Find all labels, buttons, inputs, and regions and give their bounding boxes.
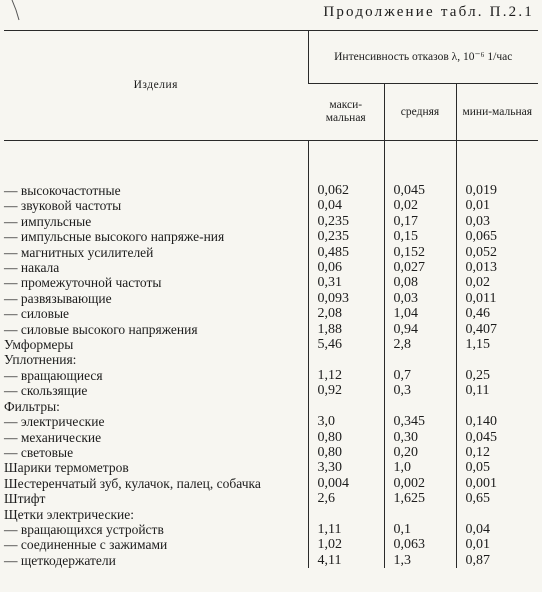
value-avg: 0,152 xyxy=(384,245,456,260)
value-max: 0,92 xyxy=(308,383,384,398)
table-row xyxy=(4,460,538,475)
table-row xyxy=(4,275,538,290)
item-name: — накала xyxy=(4,260,60,276)
item-name: Умформеры xyxy=(4,337,74,353)
value-min: 0,011 xyxy=(456,291,538,306)
column-header-max: макси-мальная xyxy=(308,84,384,141)
value-avg: 0,15 xyxy=(384,229,456,244)
value-min: 0,11 xyxy=(456,383,538,398)
item-name: — промежуточной частоты xyxy=(4,275,162,291)
value-min: 1,15 xyxy=(456,337,538,352)
item-name: — силовые xyxy=(4,306,70,322)
value-min: 0,46 xyxy=(456,306,538,321)
value-max: 3,30 xyxy=(308,460,384,475)
value-min: 0,01 xyxy=(456,198,538,213)
value-max: 0,235 xyxy=(308,229,384,244)
table-row xyxy=(4,430,538,445)
table-row xyxy=(4,368,538,383)
value-avg: 0,7 xyxy=(384,368,456,383)
table-row xyxy=(4,491,538,506)
table-row xyxy=(4,445,538,460)
value-avg: 2,8 xyxy=(384,337,456,352)
table-continuation-header: Продолжение табл. П.2.1 xyxy=(323,4,534,20)
value-min: 0,065 xyxy=(456,229,538,244)
value-min: 0,25 xyxy=(456,368,538,383)
value-min xyxy=(456,399,538,414)
value-avg: 0,002 xyxy=(384,476,456,491)
value-avg: 0,02 xyxy=(384,198,456,213)
value-min: 0,05 xyxy=(456,460,538,475)
item-name: — щеткодержатели xyxy=(4,552,116,568)
value-max: 0,80 xyxy=(308,445,384,460)
value-avg xyxy=(384,399,456,414)
value-avg: 0,045 xyxy=(384,141,456,199)
table-row xyxy=(4,553,538,568)
table-row xyxy=(4,537,538,552)
value-min: 0,02 xyxy=(456,275,538,290)
value-max xyxy=(308,507,384,522)
table-row xyxy=(4,399,538,414)
item-name: — магнитных усилителей xyxy=(4,244,154,260)
table-row xyxy=(4,245,538,260)
table-row xyxy=(4,306,538,321)
value-min: 0,045 xyxy=(456,430,538,445)
value-avg: 0,30 xyxy=(384,430,456,445)
item-name: — импульсные высокого напряже-ния xyxy=(4,229,225,245)
value-max: 0,06 xyxy=(308,260,384,275)
value-min xyxy=(456,507,538,522)
table-row xyxy=(4,291,538,306)
item-name: Щетки электрические: xyxy=(4,506,135,522)
value-max: 1,02 xyxy=(308,537,384,552)
value-min: 0,013 xyxy=(456,260,538,275)
value-max: 0,235 xyxy=(308,214,384,229)
column-header-item: Изделия xyxy=(4,31,308,141)
value-max: 0,062 xyxy=(308,141,384,199)
value-avg: 0,17 xyxy=(384,214,456,229)
item-name: — механические xyxy=(4,429,102,445)
item-name: Шестеренчатый зуб, кулачок, палец, собачка xyxy=(4,475,261,491)
value-max xyxy=(308,399,384,414)
item-name: — развязывающие xyxy=(4,290,112,306)
item-name: Шарики термометров xyxy=(4,460,129,476)
value-avg: 0,94 xyxy=(384,322,456,337)
value-avg: 0,345 xyxy=(384,414,456,429)
item-name: Уплотнения: xyxy=(4,352,77,368)
value-max xyxy=(308,352,384,367)
value-max: 4,11 xyxy=(308,553,384,568)
value-max: 5,46 xyxy=(308,337,384,352)
value-min: 0,12 xyxy=(456,445,538,460)
value-max: 1,12 xyxy=(308,368,384,383)
value-min: 0,019 xyxy=(456,141,538,199)
value-max: 1,11 xyxy=(308,522,384,537)
table-row xyxy=(4,260,538,275)
item-name: — высокочастотные xyxy=(4,183,121,198)
value-min: 0,001 xyxy=(456,476,538,491)
table-row xyxy=(4,507,538,522)
table-row xyxy=(4,337,538,352)
table-row xyxy=(4,198,538,213)
value-min: 0,407 xyxy=(456,322,538,337)
value-avg: 1,625 xyxy=(384,491,456,506)
item-name: — вращающихся устройств xyxy=(4,521,164,537)
value-min: 0,04 xyxy=(456,522,538,537)
table-row xyxy=(4,141,538,199)
value-min: 0,140 xyxy=(456,414,538,429)
table-row xyxy=(4,476,538,491)
value-avg xyxy=(384,352,456,367)
value-max: 0,004 xyxy=(308,476,384,491)
item-name: — силовые высокого напряжения xyxy=(4,321,198,337)
item-name: — скользящие xyxy=(4,383,88,399)
value-max: 0,093 xyxy=(308,291,384,306)
value-avg: 1,0 xyxy=(384,460,456,475)
value-max: 2,08 xyxy=(308,306,384,321)
value-avg: 0,20 xyxy=(384,445,456,460)
value-avg: 1,04 xyxy=(384,306,456,321)
value-avg: 0,027 xyxy=(384,260,456,275)
value-max: 0,31 xyxy=(308,275,384,290)
value-max: 2,6 xyxy=(308,491,384,506)
value-max: 0,04 xyxy=(308,198,384,213)
item-name: — соединенные с зажимами xyxy=(4,537,168,553)
value-avg: 0,08 xyxy=(384,275,456,290)
table-row xyxy=(4,229,538,244)
item-name: — вращающиеся xyxy=(4,367,103,383)
value-max: 1,88 xyxy=(308,322,384,337)
value-min: 0,052 xyxy=(456,245,538,260)
column-header-min: мини-мальная xyxy=(456,84,538,141)
item-name: — световые xyxy=(4,444,74,460)
column-header-avg: средняя xyxy=(384,84,456,141)
value-max: 0,485 xyxy=(308,245,384,260)
table-row xyxy=(4,322,538,337)
scan-mark-icon xyxy=(6,0,24,22)
item-name: Фильтры: xyxy=(4,398,60,414)
value-min: 0,65 xyxy=(456,491,538,506)
table-row xyxy=(4,414,538,429)
value-avg: 0,3 xyxy=(384,383,456,398)
reliability-table xyxy=(4,30,538,568)
table-row xyxy=(4,352,538,367)
table-row xyxy=(4,214,538,229)
value-min: 0,87 xyxy=(456,553,538,568)
value-min: 0,03 xyxy=(456,214,538,229)
value-max: 3,0 xyxy=(308,414,384,429)
item-name: — импульсные xyxy=(4,213,92,229)
table-row xyxy=(4,383,538,398)
item-name: — звуковой частоты xyxy=(4,198,122,214)
table-row xyxy=(4,522,538,537)
column-header-failure-rate: Интенсивность отказов λ, 10⁻⁶ 1/час xyxy=(308,31,538,84)
value-avg: 0,063 xyxy=(384,537,456,552)
value-avg xyxy=(384,507,456,522)
value-max: 0,80 xyxy=(308,430,384,445)
value-avg: 0,03 xyxy=(384,291,456,306)
value-min xyxy=(456,352,538,367)
item-name: — электрические xyxy=(4,414,105,430)
item-name: Штифт xyxy=(4,491,46,507)
value-min: 0,01 xyxy=(456,537,538,552)
value-avg: 0,1 xyxy=(384,522,456,537)
value-avg: 1,3 xyxy=(384,553,456,568)
